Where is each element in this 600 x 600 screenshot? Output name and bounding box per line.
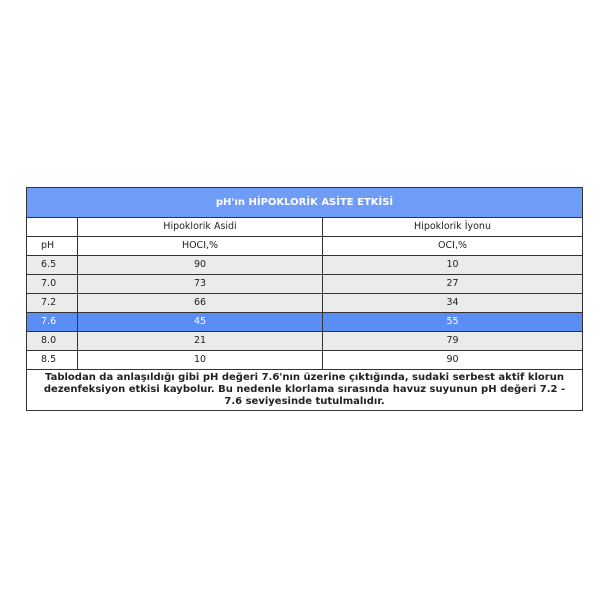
unit-header-oci: OCI,%: [323, 237, 583, 256]
group-header-hoci: Hipoklorik Asidi: [78, 218, 323, 237]
ph-table-container: [26, 187, 582, 411]
group-header-row: [27, 218, 583, 237]
highlighted-table-row: [27, 313, 583, 332]
group-header-empty: [27, 218, 78, 237]
oci-cell: 10: [323, 256, 583, 275]
table-note: Tablodan da anlaşıldığı gibi pH değeri 7.6'nın üzerine çıktığında, sudaki serbest aktif klorun dezenfeksiyon etkisi kaybolur. Bu nedenle klorlama sırasında havuz suyunun pH değeri 7.2 - 7.6 seviyesinde tutulmalıdır.: [27, 370, 583, 411]
oci-cell: 55: [323, 313, 583, 332]
unit-header-ph: pH: [27, 237, 78, 256]
note-row: [27, 370, 583, 411]
ph-hypochlorous-table: [26, 187, 583, 411]
table-title-row: [27, 188, 583, 218]
table-row: [27, 294, 583, 313]
table-row: [27, 256, 583, 275]
ph-cell: 8.0: [27, 332, 78, 351]
oci-cell: 34: [323, 294, 583, 313]
ph-cell: 7.6: [27, 313, 78, 332]
unit-header-hoci: HOCI,%: [78, 237, 323, 256]
hoci-cell: 73: [78, 275, 323, 294]
table-row: [27, 351, 583, 370]
hoci-cell: 10: [78, 351, 323, 370]
oci-cell: 27: [323, 275, 583, 294]
ph-cell: 8.5: [27, 351, 78, 370]
oci-cell: 90: [323, 351, 583, 370]
table-row: [27, 332, 583, 351]
ph-cell: 7.0: [27, 275, 78, 294]
hoci-cell: 66: [78, 294, 323, 313]
hoci-cell: 45: [78, 313, 323, 332]
hoci-cell: 21: [78, 332, 323, 351]
group-header-oci: Hipoklorik İyonu: [323, 218, 583, 237]
oci-cell: 79: [323, 332, 583, 351]
ph-cell: 7.2: [27, 294, 78, 313]
table-title: pH'ın HİPOKLORİK ASİTE ETKİSİ: [27, 188, 583, 218]
hoci-cell: 90: [78, 256, 323, 275]
ph-cell: 6.5: [27, 256, 78, 275]
table-row: [27, 275, 583, 294]
unit-header-row: [27, 237, 583, 256]
